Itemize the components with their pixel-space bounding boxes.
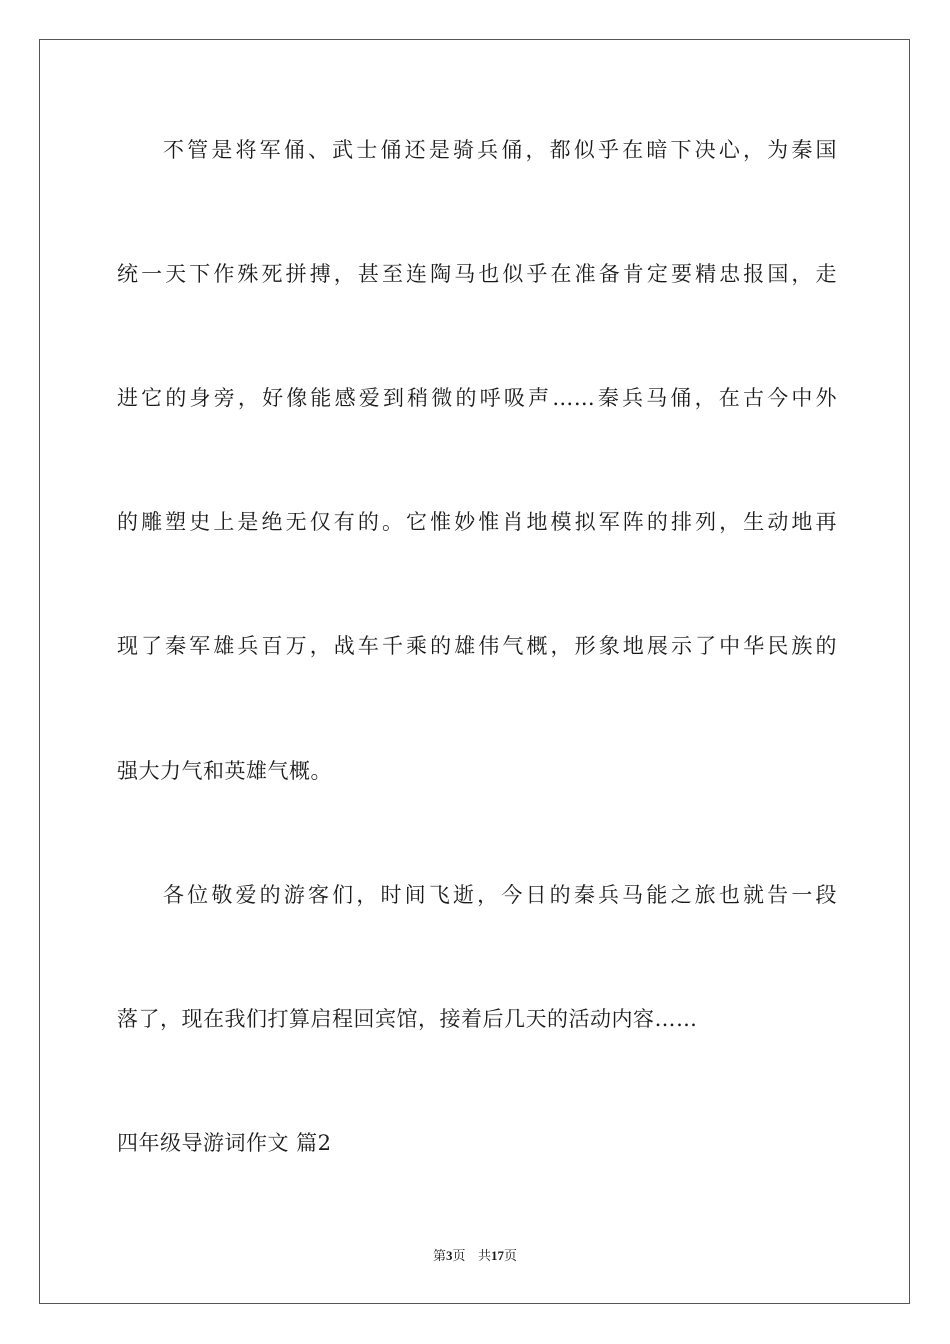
page-suffix: 页 (452, 1249, 466, 1264)
page-border (39, 39, 910, 1304)
body-line: 各位敬爱的游客们，时间飞逝，今日的秦兵马能之旅也就告一段 (163, 883, 837, 907)
section-heading: 四年级导游词作文 篇2 (117, 1131, 332, 1155)
body-line: 统一天下作殊死拼搏，甚至连陶马也似乎在准备肯定要精忠报国，走 (117, 262, 837, 286)
page-number: 3 (446, 1248, 453, 1263)
total-pages: 17 (490, 1248, 504, 1263)
body-line: 强大力气和英雄气概。 (117, 759, 332, 783)
body-line: 落了，现在我们打算启程回宾馆，接着后几天的活动内容…… (117, 1007, 698, 1031)
total-prefix: 共 (477, 1249, 491, 1264)
page-footer (0, 1247, 950, 1266)
body-line: 现了秦军雄兵百万，战车千乘的雄伟气概，形象地展示了中华民族的 (117, 634, 837, 658)
page-prefix: 第 (433, 1249, 447, 1264)
body-line: 进它的身旁，好像能感爱到稍微的呼吸声……秦兵马俑，在古今中外 (117, 386, 837, 410)
total-suffix: 页 (503, 1249, 517, 1264)
body-line: 的雕塑史上是绝无仅有的。它惟妙惟肖地模拟军阵的排列，生动地再 (117, 510, 837, 534)
body-line: 不管是将军俑、武士俑还是骑兵俑，都似乎在暗下决心，为秦国 (163, 138, 837, 162)
